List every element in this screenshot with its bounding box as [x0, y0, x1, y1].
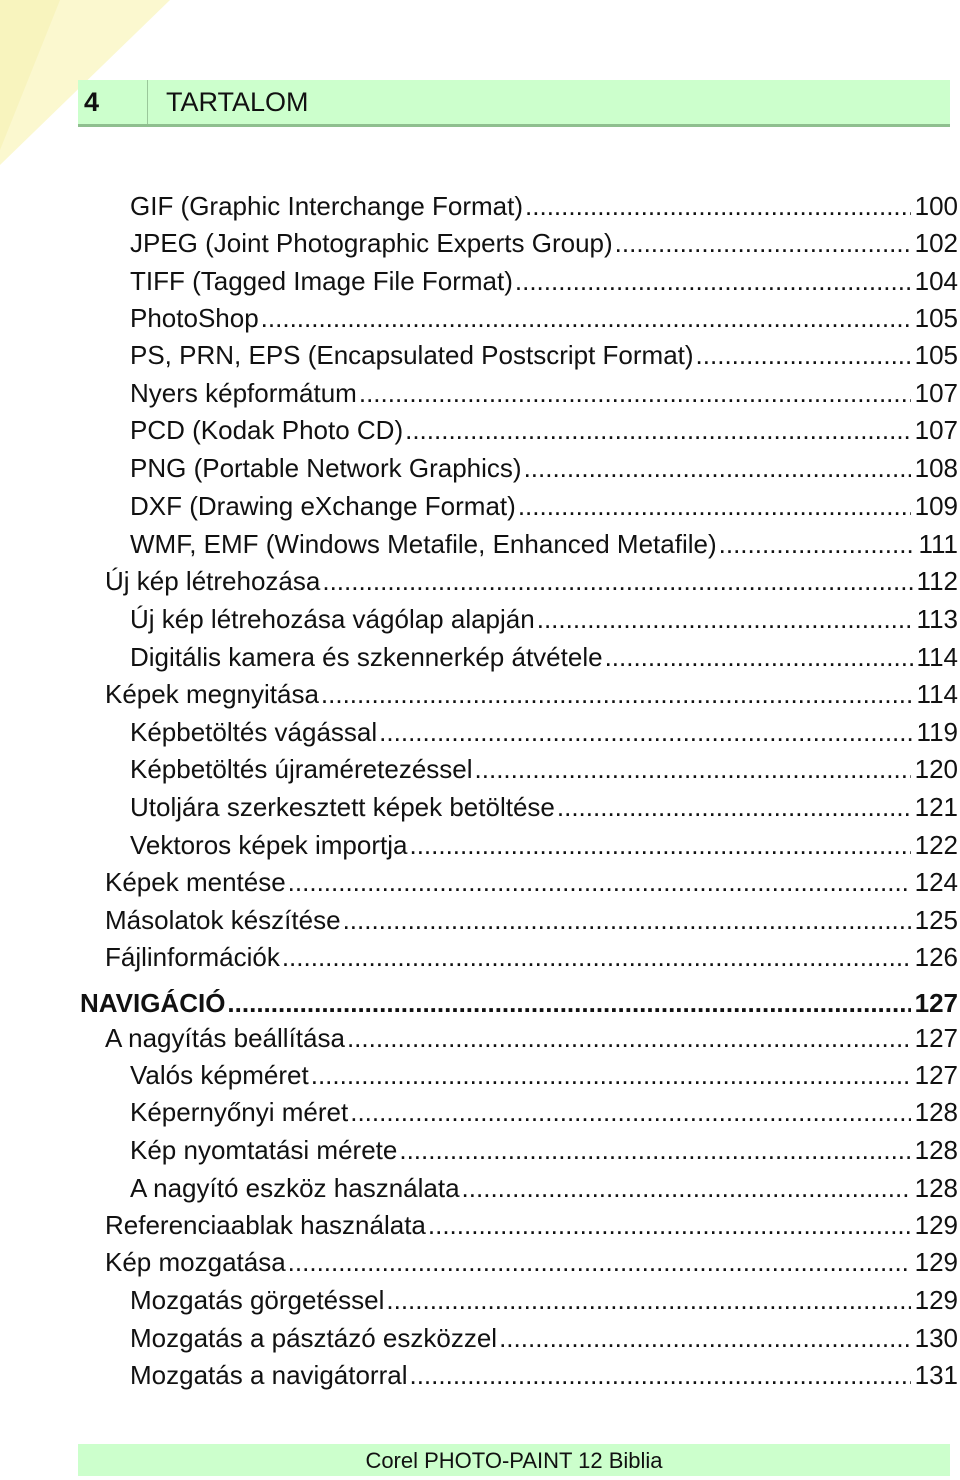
toc-entry-page: 126 [914, 942, 958, 972]
toc-entry-page: 124 [914, 867, 958, 897]
toc-entry-title: DXF (Drawing eXchange Format) [130, 491, 516, 521]
toc-entry-title: NAVIGÁCIÓ [80, 988, 226, 1018]
toc-entry-page: 119 [916, 717, 958, 747]
toc-entry[interactable] [130, 1094, 958, 1130]
toc-entry-page: 102 [914, 228, 958, 258]
toc-entry-title: Mozgatás görgetéssel [130, 1285, 385, 1315]
dot-leader [499, 1320, 911, 1356]
dot-leader [518, 488, 911, 524]
toc-entry-page: 127 [914, 1060, 958, 1090]
page-corner-shade [0, 0, 60, 150]
toc-entry[interactable] [130, 225, 958, 261]
toc-entry-page: 107 [914, 415, 958, 445]
toc-entry[interactable] [130, 751, 958, 787]
toc-entry-title: Képernyőnyi méret [130, 1097, 349, 1127]
dot-leader [227, 985, 910, 1021]
dot-leader [350, 1094, 910, 1130]
toc-entry-title: Fájlinformációk [105, 942, 280, 972]
toc-entry[interactable] [130, 1170, 958, 1206]
toc-entry[interactable] [130, 789, 958, 825]
dot-leader [379, 714, 912, 750]
toc-entry-page: 128 [914, 1135, 958, 1165]
toc-entry-title: Nyers képformátum [130, 378, 357, 408]
toc-entry-title: Másolatok készítése [105, 905, 341, 935]
dot-leader [615, 225, 911, 261]
toc-entry-page: 128 [914, 1097, 958, 1127]
toc-entry-title: Utoljára szerkesztett képek betöltése [130, 792, 555, 822]
footer-title: Corel PHOTO-PAINT 12 Biblia [365, 1448, 663, 1473]
toc-entry-page: 112 [916, 566, 958, 596]
dot-leader [282, 939, 911, 975]
toc-entry[interactable] [105, 902, 958, 938]
dot-leader [322, 563, 912, 599]
dot-leader [321, 676, 913, 712]
toc-entry-title: PNG (Portable Network Graphics) [130, 453, 522, 483]
dot-leader [288, 864, 911, 900]
toc-entry[interactable] [105, 939, 958, 975]
toc-entry-page: 128 [914, 1173, 958, 1203]
toc-entry-title: PhotoShop [130, 303, 259, 333]
dot-leader [696, 337, 911, 373]
toc-entry-page: 129 [914, 1247, 958, 1277]
toc-entry-page: 114 [916, 679, 958, 709]
toc-entry-title: Kép nyomtatási mérete [130, 1135, 398, 1165]
toc-entry-title: Képbetöltés újraméretezéssel [130, 754, 473, 784]
toc-entry-title: PCD (Kodak Photo CD) [130, 415, 404, 445]
dot-leader [475, 751, 911, 787]
toc-entry[interactable] [130, 450, 958, 486]
dot-leader [399, 1132, 910, 1168]
toc-entry[interactable] [130, 827, 958, 863]
toc-entry[interactable] [130, 488, 958, 524]
toc-entry[interactable] [130, 1282, 958, 1318]
toc-entry-page: 131 [914, 1360, 958, 1390]
toc-entry[interactable] [105, 864, 958, 900]
toc-entry-title: PS, PRN, EPS (Encapsulated Postscript Format) [130, 340, 694, 370]
toc-entry-page: 114 [916, 642, 958, 672]
toc-entry-title: Referenciaablak használata [105, 1210, 426, 1240]
toc-entry[interactable] [105, 563, 958, 599]
toc-entry-page: 129 [914, 1210, 958, 1240]
toc-entry[interactable] [130, 263, 958, 299]
toc-entry-title: Képek megnyitása [105, 679, 319, 709]
dot-leader [347, 1020, 911, 1056]
dot-leader [409, 1357, 910, 1393]
toc-entry-page: 109 [914, 491, 958, 521]
toc-entry-page: 127 [914, 1023, 958, 1053]
dot-leader [524, 450, 911, 486]
toc-entry-page: 111 [918, 529, 958, 559]
dot-leader [428, 1207, 911, 1243]
toc-entry-title: Mozgatás a pásztázó eszközzel [130, 1323, 498, 1353]
toc-entry-page: 100 [914, 191, 958, 221]
dot-leader [557, 789, 911, 825]
toc-entry-title: GIF (Graphic Interchange Format) [130, 191, 524, 221]
dot-leader [343, 902, 911, 938]
toc-entry-title: TIFF (Tagged Image File Format) [130, 266, 513, 296]
toc-entry-title: Mozgatás a navigátorral [130, 1360, 408, 1390]
toc-entry-title: Új kép létrehozása [105, 566, 321, 596]
toc-entry[interactable] [130, 1357, 958, 1393]
toc-entry-title: Kép mozgatása [105, 1247, 286, 1277]
toc-entry[interactable] [130, 526, 958, 562]
toc-entry-page: 107 [914, 378, 958, 408]
toc-entry-page: 120 [914, 754, 958, 784]
toc-entry-title: JPEG (Joint Photographic Experts Group) [130, 228, 613, 258]
dot-leader [409, 827, 910, 863]
dot-leader [405, 412, 911, 448]
dot-leader [605, 639, 913, 675]
dot-leader [719, 526, 915, 562]
toc-entry-title: Valós képméret [130, 1060, 309, 1090]
dot-leader [359, 375, 911, 411]
toc-entry[interactable] [130, 1132, 958, 1168]
dot-leader [462, 1170, 911, 1206]
toc-entry-title: Képek mentése [105, 867, 286, 897]
toc-entry[interactable] [130, 714, 958, 750]
dot-leader [261, 300, 911, 336]
toc-entry[interactable] [130, 375, 958, 411]
toc-entry[interactable] [130, 601, 958, 637]
dot-leader [525, 188, 911, 224]
toc-entry-page: 104 [914, 266, 958, 296]
toc-entry-title: A nagyítás beállítása [105, 1023, 345, 1053]
toc-entry[interactable] [105, 1020, 958, 1056]
toc-entry[interactable] [130, 412, 958, 448]
toc-entry-page: 121 [914, 792, 958, 822]
toc-entry[interactable] [130, 337, 958, 373]
dot-leader [386, 1282, 910, 1318]
toc-entry[interactable] [130, 300, 958, 336]
toc-entry[interactable] [130, 188, 958, 224]
page-number: 4 [78, 80, 148, 124]
toc-entry-page: 113 [916, 604, 958, 634]
toc-entry-page: 129 [914, 1285, 958, 1315]
footer-bar [78, 1444, 950, 1476]
chapter-header [78, 80, 950, 127]
toc-entry[interactable] [105, 1207, 958, 1243]
toc-entry[interactable] [105, 1244, 958, 1280]
toc-entry[interactable] [130, 639, 958, 675]
dot-leader [515, 263, 911, 299]
dot-leader [288, 1244, 911, 1280]
dot-leader [537, 601, 913, 637]
toc-entry-page: 130 [914, 1323, 958, 1353]
toc-entry[interactable] [130, 1320, 958, 1356]
toc-entry-title: Képbetöltés vágással [130, 717, 378, 747]
toc-entry-page: 105 [914, 340, 958, 370]
header-title: TARTALOM [166, 87, 309, 117]
toc-entry[interactable] [80, 985, 958, 1021]
toc-entry-page: 105 [914, 303, 958, 333]
toc-entry-title: Vektoros képek importja [130, 830, 408, 860]
toc-entry-page: 122 [914, 830, 958, 860]
toc-entry-title: Új kép létrehozása vágólap alapján [130, 604, 535, 634]
toc-entry-title: WMF, EMF (Windows Metafile, Enhanced Metafile) [130, 529, 717, 559]
toc-entry-page: 108 [914, 453, 958, 483]
toc-entry[interactable] [130, 1057, 958, 1093]
toc-entry[interactable] [105, 676, 958, 712]
toc-entry-title: A nagyító eszköz használata [130, 1173, 460, 1203]
dot-leader [311, 1057, 911, 1093]
toc-entry-page: 125 [914, 905, 958, 935]
toc-entry-page: 127 [914, 988, 958, 1018]
toc-entry-title: Digitális kamera és szkennerkép átvétele [130, 642, 603, 672]
